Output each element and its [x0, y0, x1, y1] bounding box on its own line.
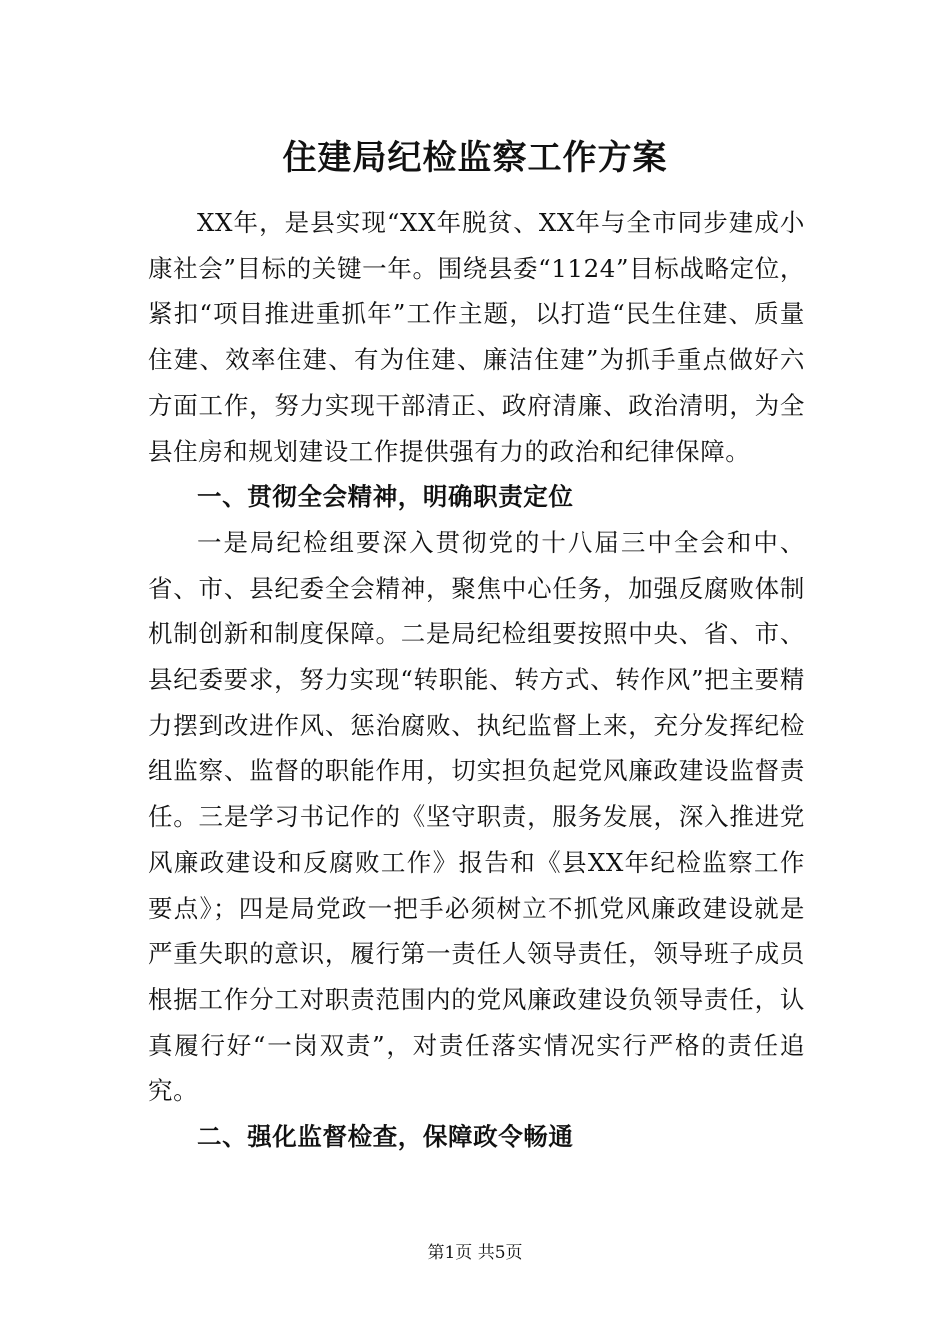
section-1-heading: 一、贯彻全会精神，明确职责定位 [197, 482, 574, 512]
section-1-paragraph: 一是局纪检组要深入贯彻党的十八届三中全会和中、省、市、县纪委全会精神，聚焦中心任务，加强反腐败体制机制创新和制度保障。二是局纪检组要按照中央、省、市、县纪委要求，努力实现“转职能、转方式、转作风”把主要精力摆到改进作风、惩治腐败、执纪监督上来，充分发挥纪检组监察、监督的职能作用，切实担负起党风廉政建设监督责任。三是学习书记作的《坚守职责，服务发展，深入推进党风廉政建设和反腐败工作》报告和《县XX年纪检监察工作要点》；四是局党政一把手必须树立不抓党风廉政建设就是严重失职的意识，履行第一责任人领导责任，领导班子成员根据工作分工对职责范围内的党风廉政建设负领导责任，认真履行好“一岗双责”，对责任落实情况实行严格的责任追究。 [148, 527, 805, 1106]
page-number-footer: 第1页 共5页 [427, 1243, 523, 1263]
document-title: 住建局纪检监察工作方案 [282, 138, 668, 178]
document-body [148, 200, 805, 1160]
intro-paragraph: XX年，是县实现“XX年脱贫、XX年与全市同步建成小康社会”目标的关键一年。围绕县委“1124”目标战略定位，紧扣“项目推进重抓年”工作主题，以打造“民生住建、质量住建、效率住建、有为住建、廉洁住建”为抓手重点做好六方面工作，努力实现干部清正、政府清廉、政治清明，为全县住房和规划建设工作提供强有力的政治和纪律保障。 [148, 208, 805, 466]
section-2-heading: 二、强化监督检查，保障政令畅通 [197, 1122, 574, 1152]
